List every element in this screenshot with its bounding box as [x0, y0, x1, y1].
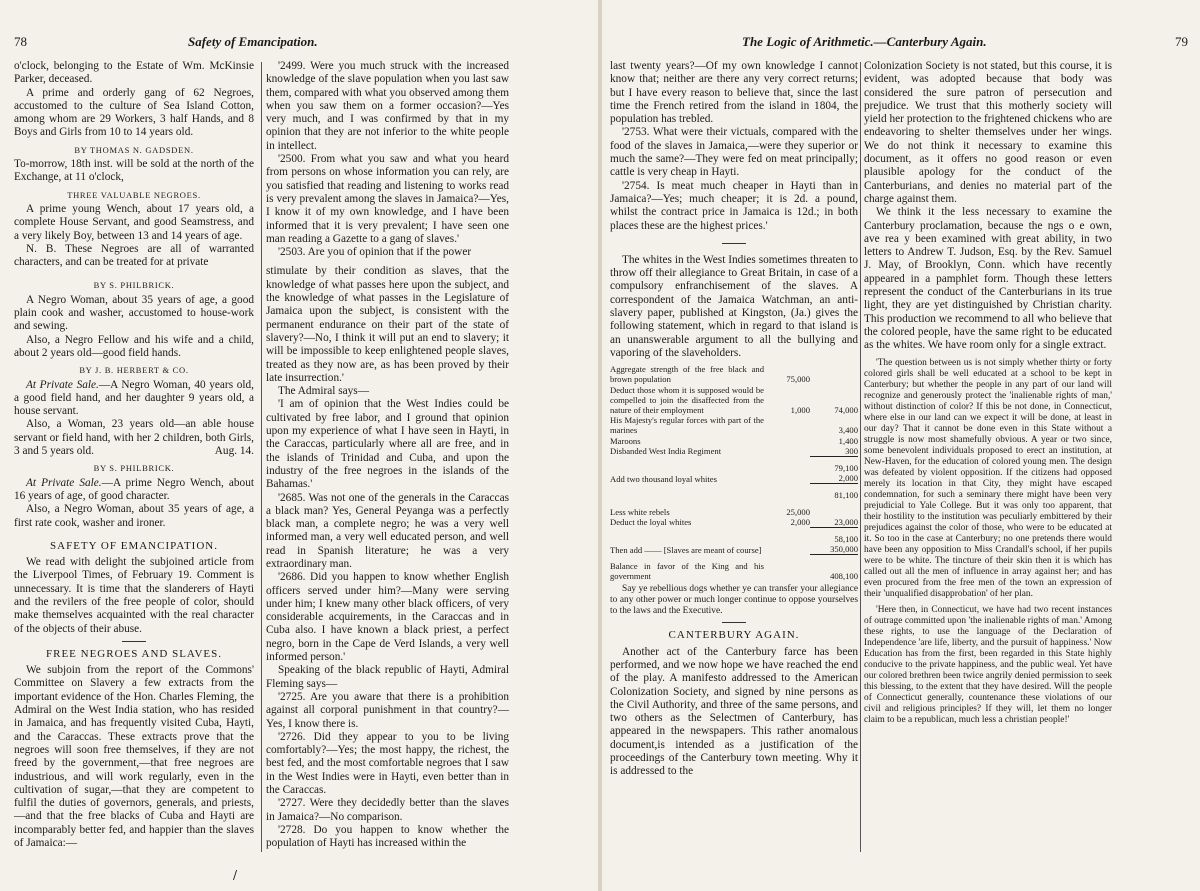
- paragraph: stimulate by their condition as slaves, that the knowledge of what passes here upon the subject, and the knowledge of what passes in the Legislature of Jamaica upon the subject, is consistent with the permanent endurance on their part of the state of slavery?—No, I think it will put an end to slavery; it will be impossible to keep enlightened people slaves, treated as they now are, as has been proved by their late insurrection.': [266, 265, 509, 384]
- paragraph: '2726. Did they appear to you to be living comfortably?—Yes; the most happy, the richest, the best fed, and the most comfortable negroes that I saw in the West Indies were in Hayti, even better than in the Caraccas.: [266, 730, 509, 797]
- subheading: THREE VALUABLE NEGROES.: [67, 189, 201, 200]
- column-rule: [860, 62, 861, 852]
- italic-lead: At Private Sale.: [26, 378, 99, 391]
- left-column-1: [14, 60, 254, 850]
- ledger-label: Aggregate strength of the free black and brown population: [610, 364, 764, 385]
- right-header: [602, 34, 1200, 52]
- paragraph: last twenty years?—Of my own knowledge I cannot know that; neither are there any very correct returns; but I have every reason to believe that, since the last time the French retired from the island in 1804, the population has trebled.: [610, 60, 858, 126]
- ledger-value: 75,000: [786, 374, 810, 385]
- ledger-label: Deduct the loyal whites: [610, 517, 692, 528]
- ledger-label: Less white rebels: [610, 506, 670, 517]
- right-column-2: [864, 60, 1112, 726]
- auctioneer-heading: BY THOMAS N. GADSDEN.: [74, 144, 194, 155]
- paragraph: '2500. From what you saw and what you heard from persons on whose information you can rely, are you satisfied that reading and listening to works read is very prevalent among the slaves in Jamaica?—Yes, I know it of my own knowledge, and I have been informed that it is very prevalent; I have seen one man reading a Gazette to a gang of slaves.': [266, 153, 509, 245]
- paragraph: '2499. Were you much struck with the increased knowledge of the slave population when you last saw them, compared with what you observed among them when you saw them on a former occasion?—Yes very much, and I was confirmed by that in my opinion that they are not inferior to the white people in intellect.: [266, 60, 509, 152]
- paragraph: To-morrow, 18th inst. will be sold at the north of the Exchange, at 11 o'clock,: [14, 158, 254, 184]
- ledger-row: [610, 415, 858, 435]
- ledger-sum: 300: [845, 445, 858, 456]
- ledger-total: 58,100: [810, 528, 858, 545]
- ledger-label: Then add —— [Slaves are meant of course]: [610, 544, 762, 555]
- ledger-row: [610, 544, 858, 555]
- paragraph: '2685. Was not one of the generals in the Caraccas a black man? Yes, General Peyanga was a perfectly black man, a complete negro; he was a very well informed man, a very well educated person, and well read in Spanish literature; he was a very extraordinary man.: [266, 491, 509, 570]
- divider: [722, 622, 746, 623]
- ledger-row: [610, 517, 858, 528]
- paragraph: The Admiral says—: [278, 385, 369, 398]
- paragraph: A prime and orderly gang of 62 Negroes, accustomed to the culture of Sea Island Cotton, among whom are 29 Workers, 3 half Hands, and 8 Boys and Girls from 10 to 14 years old.: [14, 86, 254, 139]
- ledger-row: [610, 555, 858, 581]
- ledger-row: [610, 473, 858, 484]
- auctioneer-heading: BY S. PHILBRICK.: [93, 280, 175, 291]
- paragraph-text: —A Negro Woman, 40 years old, a good field hand, and her daughter 9 years old, a house servant.: [14, 378, 254, 418]
- paragraph: Colonization Society is not stated, but this course, it is evident, was adopted because that body was considered the sure patron of persecution and prejudice. We trust that this motherly society will yield her protection to the frightened chickens who are endeavoring to shelter themselves under her wings. We do not think it necessary to examine this document, as it offers no good reason or even plausible apology for the conduct of the Canterburians, and denies no material part of the charge against them.: [864, 60, 1112, 205]
- ledger-total: 408,100: [810, 555, 858, 581]
- ledger-total: 79,100: [810, 457, 858, 474]
- auctioneer-heading: BY J. B. HERBERT & CO.: [79, 365, 189, 376]
- divider: [722, 243, 746, 244]
- stray-mark: /: [233, 868, 238, 882]
- ledger-sum: 2,000: [838, 473, 858, 484]
- ledger-label: Disbanded West India Regiment: [610, 446, 722, 457]
- paragraph: Also, a Negro Woman, about 35 years of age, a first rate cook, washer and ironer.: [14, 503, 254, 529]
- running-title-right: The Logic of Arithmetic.—Canterbury Again.: [742, 34, 987, 49]
- ledger-row: [610, 436, 858, 446]
- paragraph: A prime young Wench, about 17 years old, a complete House Servant, and good Seamstress, and a very likely Boy, between 13 and 14 years of age.: [14, 202, 254, 242]
- ledger-table: [610, 364, 858, 581]
- block-quote: 'Here then, in Connecticut, we have had two recent instances of outrage committed upon 'the inalienable rights of man.' Among these rights, to use the language of the Declaration of Independence 'are life, liberty, and the pursuit of happiness.' Now Education has from the first, been regarded in this State highly conducive to the private happiness, and the public weal. Yet have our colored brethren been twice angrily denied permission to seek this blessing, to the extent that they have desired. Will the people of Connecticut generally, countenance these violations of our civil and religious principles? If they will, let them no longer claim to be a republican, much less a christian people!': [864, 604, 1112, 725]
- ledger-label: His Majesty's regular forces with part of the marines: [610, 415, 764, 436]
- ledger-label: Deduct those whom it is supposed would be compelled to join the disaffected from the nature of their employment: [610, 384, 764, 416]
- paragraph: We subjoin from the report of the Commons' Committee on Slavery a few extracts from the important evidence of the Hon. Charles Fleming, the Admiral on the West India station, who has resided in Jamaica, and has frequently visited Cuba, Hayti, and the Caraccas. These extracts prove that the negroes will soon free themselves, if they are not freed by the government,—that free negroes are industrious, and will work regularly, even in the cultivation of sugar,—that they are competent to fulfil the duties of governors, generals, and priests,—and that the free blacks of Cuba and Hayti are incomparably better fed, and happier than the slaves of Jamaica:—: [14, 664, 254, 850]
- paragraph: '2728. Do you happen to know whether the population of Hayti has increased within the: [266, 823, 509, 850]
- block-quote: 'The question between us is not simply whether thirty or forty colored girls shall be well educated at a school to be kept in Canterbury; but whether the people in any part of our land will recognize and generously protect the 'inalienable rights of man,' without distinction of color? If this be not done, in Connecticut, where else in our land can we expect it will be done, at least in our day? That it cannot be done even in this State without a struggle is now most shamefully obvious. A year or two since, some benevolent individuals proposed to erect an institution, at New-Haven, for the education of colored young men. The design was defeated by violent opposition. If the citizens had opposed merely its location in that City, they might have escaped condemnation, for such a seminary there might have been very prejudicial to Yale College. But it was only too apparent, that their hostility to the institution was peculiarly embittered by their prejudices against the color of those, who were to be educated at it. So too in the case at Canterbury; no one pretends there would have been any opposition to Miss Crandall's school, if her pupils were to be white. The tincture of their skin then it is which has called out all the men of influence in array against her; and has even procured from the free men of the town an expression of their 'unqualified disapprobation' of her plan.: [864, 357, 1112, 599]
- paragraph: '2503. Are you of opinion that if the power: [278, 246, 472, 259]
- italic-lead: At Private Sale.: [26, 476, 102, 489]
- ledger-row: [610, 501, 858, 517]
- ledger-row: [610, 484, 858, 501]
- ledger-row: [610, 446, 858, 457]
- paragraph: o'clock, belonging to the Estate of Wm. McKinsie Parker, deceased.: [14, 60, 254, 86]
- right-page: [602, 0, 1200, 891]
- column-rule: [261, 62, 262, 852]
- paragraph-text: Also, a Woman, 23 years old—an able house servant or field hand, with her 2 children, both Girls, 3 and 5 years old.: [14, 418, 254, 458]
- running-title-left: Safety of Emancipation.: [188, 34, 318, 49]
- ledger-sum: 23,000: [834, 516, 858, 527]
- left-page: [0, 0, 598, 891]
- paragraph: '2686. Did you happen to know whether English officers served under him?—Many were serving under him; I knew many other black officers, of very considerable acquirements, in the Caraccas and in Cuba also. I have known a black priest, a perfect negro, born in the Cape de Verd Islands, a very well informed person.': [266, 571, 509, 664]
- paragraph: Speaking of the black republic of Hayti, Admiral Fleming says—: [266, 664, 509, 690]
- ledger-total: 81,100: [810, 484, 858, 501]
- paragraph: '2753. What were their victuals, compared with the food of the slaves in Jamaica,—were they superior or much the same?—They were fed on meat principally; cattle is very cheap in Hayti.: [610, 126, 858, 179]
- section-heading: FREE NEGROES AND SLAVES.: [46, 647, 222, 660]
- ledger-sum: 350,000: [830, 544, 858, 555]
- page-number-right: 79: [1175, 34, 1188, 49]
- divider: [122, 641, 146, 642]
- ledger-value: 2,000: [790, 517, 810, 528]
- paragraph: [14, 379, 254, 419]
- date-stamp: Aug. 14.: [214, 445, 254, 458]
- paragraph: We think it the less necessary to examine the Canterbury proclamation, because the ngs o e own, ave rea y been examined with great ability, in two letters to Andrew T. Judson, Esq. by the Rev. Samuel J. May, of Brooklyn, Conn. which have recently appeared in a pamphlet form. Though these letters represent the conduct of the Canterburians in its true light, they are yet distinguished by Christian charity. This production we recommend to all who believe that the colored people, have the same right to be educated as the whites. We have room only for a single extract.: [864, 206, 1112, 352]
- ledger-label: Add two thousand loyal whites: [610, 473, 717, 484]
- paragraph: '2754. Is meat much cheaper in Hayti than in Jamaica?—Yes; much cheaper; it is 2d. a pound, whilst the contract price in Jamaica is 12d.; in both places these are the highest prices.': [610, 179, 858, 232]
- paragraph: 'I am of opinion that the West Indies could be cultivated by free labor, and I ground that opinion upon my experience of what I have seen in Hayti, in the Caraccas, particularly where all are free, and in the islands of Trinidad and Cuba, and upon the industry of the free negroes in the islands of the Bahamas.': [266, 398, 509, 491]
- left-header: [0, 34, 598, 52]
- section-heading: SAFETY OF EMANCIPATION.: [50, 539, 218, 552]
- paragraph: Another act of the Canterbury farce has been performed, and we now hope we have reached the end of the play. A manifesto addressed to the American Colonization Society, and signed by nine persons as the Civil Authority, and three of the same persons, and two others as the Selectmen of Canterbury, has appeared in the newspapers. This rather anomalous document,is intended as a justification of the proceedings of the Canterbury town meeting. Why it is addressed to the: [610, 645, 858, 778]
- paragraph: [14, 418, 254, 458]
- left-column-2: [266, 60, 509, 851]
- paragraph: N. B. These Negroes are all of warranted characters, and can be treated for at private: [14, 242, 254, 269]
- ledger-sum: 3,400: [838, 425, 858, 436]
- ledger-row: [610, 457, 858, 474]
- paragraph: '2727. Were they decidedly better than the slaves in Jamaica?—No comparison.: [266, 797, 509, 823]
- page-number-left: 78: [14, 34, 27, 49]
- ledger-value: 25,000: [786, 506, 810, 517]
- paragraph: We read with delight the subjoined article from the Liverpool Times, of February 19. Comment is unnecessary. It is time that the slanderers of Hayti and the revilers of the free people of color, should make themselves acquainted with the real character of the objects of their abuse.: [14, 556, 254, 635]
- ledger-label: Balance in favor of the King and his government: [610, 560, 764, 582]
- section-heading: CANTERBURY AGAIN.: [668, 629, 800, 642]
- paragraph: The whites in the West Indies sometimes threaten to throw off their allegiance to Great Britain, in case of a compulsory enfranchisement of the slaves. A correspondent of the Jamaica Watchman, an anti-slavery paper, published at Kingston, (Ja.) gives the following statement, which in regard to that island is an unanswerable argument to all the bullying and vaporing of the slaveholders.: [610, 253, 858, 359]
- ledger-label: Maroons: [610, 435, 641, 446]
- paragraph: A Negro Woman, about 35 years of age, a good plain cook and washer, accustomed to house-work and sewing.: [14, 293, 254, 333]
- ledger-sum: 1,400: [838, 435, 858, 446]
- ledger-row: [610, 364, 858, 384]
- paragraph: Also, a Negro Fellow and his wife and a child, about 2 years old—good field hands.: [14, 333, 254, 359]
- paragraph: '2725. Are you aware that there is a prohibition against all corporal punishment in that country?—Yes, I know there is.: [266, 690, 509, 730]
- paragraph-text: —A prime Negro Wench, about 16 years of age, of good character.: [14, 476, 254, 502]
- ledger-value: 1,000: [790, 405, 810, 416]
- ledger-row: [610, 385, 858, 416]
- auctioneer-heading: BY S. PHILBRICK.: [93, 463, 175, 474]
- paragraph: [14, 477, 254, 504]
- ledger-row: [610, 528, 858, 545]
- paragraph: Say ye rebellious dogs whether ye can transfer your allegiance to any other power or much longer continue to oppose yourselves to the laws and the Executive.: [610, 584, 858, 617]
- ledger-sum: 74,000: [834, 405, 858, 416]
- right-column-1: [610, 60, 858, 779]
